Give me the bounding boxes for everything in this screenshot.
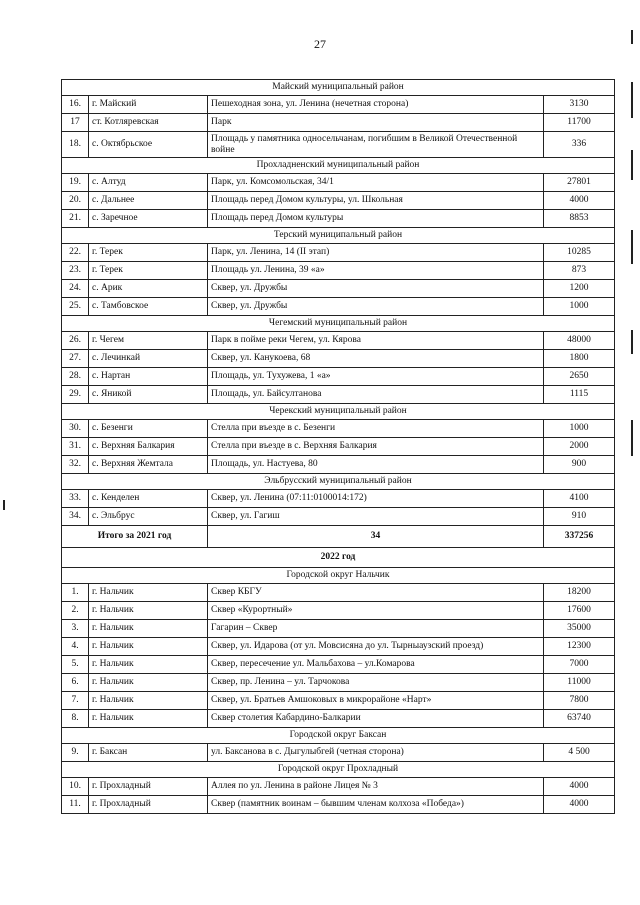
row-number: 27. <box>62 350 89 368</box>
section-title: Эльбрусский муниципальный район <box>62 474 615 490</box>
settlement-cell: г. Нальчик <box>89 656 208 674</box>
area-cell: 10285 <box>544 244 615 262</box>
row-number: 28. <box>62 368 89 386</box>
section-header-row <box>62 80 615 96</box>
settlement-cell: с. Нартан <box>89 368 208 386</box>
area-cell: 1000 <box>544 420 615 438</box>
settlement-cell: с. Алтуд <box>89 174 208 192</box>
section-title: Терский муниципальный район <box>62 228 615 244</box>
object-cell: Сквер КБГУ <box>208 584 544 602</box>
section-header-row <box>62 474 615 490</box>
row-number: 8. <box>62 710 89 728</box>
object-cell: Сквер столетия Кабардино-Балкарии <box>208 710 544 728</box>
table-row <box>62 96 615 114</box>
scan-edge-mark <box>631 330 633 354</box>
total-count: 34 <box>208 526 544 548</box>
area-cell: 11700 <box>544 114 615 132</box>
row-number: 30. <box>62 420 89 438</box>
table-row <box>62 210 615 228</box>
settlement-cell: г. Майский <box>89 96 208 114</box>
settlement-cell: г. Нальчик <box>89 638 208 656</box>
area-cell: 11000 <box>544 674 615 692</box>
row-number: 29. <box>62 386 89 404</box>
area-cell: 2650 <box>544 368 615 386</box>
area-cell: 2000 <box>544 438 615 456</box>
object-cell: Стелла при въезде в с. Верхняя Балкария <box>208 438 544 456</box>
table-row <box>62 438 615 456</box>
area-cell: 4100 <box>544 490 615 508</box>
row-number: 9. <box>62 744 89 762</box>
row-number: 26. <box>62 332 89 350</box>
row-number: 34. <box>62 508 89 526</box>
object-cell: Площадь, ул. Байсултанова <box>208 386 544 404</box>
section-header-row <box>62 316 615 332</box>
settlement-cell: с. Октябрьское <box>89 132 208 158</box>
section-header-row <box>62 228 615 244</box>
table-row <box>62 262 615 280</box>
section-title: Чегемский муниципальный район <box>62 316 615 332</box>
settlement-cell: г. Прохладный <box>89 778 208 796</box>
table-row <box>62 674 615 692</box>
section-header-row <box>62 728 615 744</box>
settlement-cell: с. Яникой <box>89 386 208 404</box>
area-cell: 7000 <box>544 656 615 674</box>
area-cell: 1200 <box>544 280 615 298</box>
table-row <box>62 508 615 526</box>
object-cell: Площадь, ул. Тухужева, 1 «а» <box>208 368 544 386</box>
row-number: 32. <box>62 456 89 474</box>
scan-edge-mark <box>631 82 633 118</box>
object-cell: Сквер (памятник воинам – бывшим членам колхоза «Победа») <box>208 796 544 814</box>
object-cell: Сквер, ул. Дружбы <box>208 298 544 316</box>
page-number: 27 <box>314 37 326 51</box>
section-title: Черекский муниципальный район <box>62 404 615 420</box>
row-number: 23. <box>62 262 89 280</box>
area-cell: 1800 <box>544 350 615 368</box>
settlement-cell: г. Терек <box>89 262 208 280</box>
area-cell: 900 <box>544 456 615 474</box>
settlement-cell: ст. Котляревская <box>89 114 208 132</box>
table-row <box>62 456 615 474</box>
area-cell: 17600 <box>544 602 615 620</box>
scan-edge-mark <box>631 230 633 264</box>
area-cell: 18200 <box>544 584 615 602</box>
area-cell: 1000 <box>544 298 615 316</box>
table-row <box>62 796 615 814</box>
table-row <box>62 192 615 210</box>
settlement-cell: с. Безенги <box>89 420 208 438</box>
table-row <box>62 584 615 602</box>
area-cell: 4000 <box>544 778 615 796</box>
settlement-cell: с. Тамбовское <box>89 298 208 316</box>
table-row <box>62 132 615 158</box>
object-cell: Сквер, ул. Канукоева, 68 <box>208 350 544 368</box>
scan-edge-mark <box>631 150 633 180</box>
table-row <box>62 298 615 316</box>
table-row <box>62 350 615 368</box>
settlement-cell: г. Нальчик <box>89 710 208 728</box>
section-title: Майский муниципальный район <box>62 80 615 96</box>
object-cell: Сквер «Курортный» <box>208 602 544 620</box>
scan-edge-mark <box>631 420 633 456</box>
settlement-cell: г. Нальчик <box>89 674 208 692</box>
table-row <box>62 602 615 620</box>
object-cell: Сквер, пр. Ленина – ул. Тарчокова <box>208 674 544 692</box>
table-row <box>62 692 615 710</box>
table-row <box>62 744 615 762</box>
year-title: 2022 год <box>62 548 615 568</box>
area-cell: 63740 <box>544 710 615 728</box>
row-number: 5. <box>62 656 89 674</box>
object-cell: Площадь у памятника односельчанам, погибшим в Великой Отечественной войне <box>208 132 544 158</box>
total-label: Итого за 2021 год <box>62 526 208 548</box>
area-cell: 12300 <box>544 638 615 656</box>
row-number: 31. <box>62 438 89 456</box>
object-cell: Сквер, ул. Идарова (от ул. Мовсисяна до ул. Тырныаузский проезд) <box>208 638 544 656</box>
row-number: 20. <box>62 192 89 210</box>
settlement-cell: г. Нальчик <box>89 584 208 602</box>
table-row <box>62 638 615 656</box>
object-cell: Парк в пойме реки Чегем, ул. Кярова <box>208 332 544 350</box>
area-cell: 48000 <box>544 332 615 350</box>
object-cell: Гагарин – Сквер <box>208 620 544 638</box>
settlement-cell: г. Нальчик <box>89 620 208 638</box>
object-cell: Сквер, пересечение ул. Мальбахова – ул.Комарова <box>208 656 544 674</box>
area-cell: 910 <box>544 508 615 526</box>
settlement-cell: с. Эльбрус <box>89 508 208 526</box>
scan-edge-mark <box>3 500 5 510</box>
row-number: 2. <box>62 602 89 620</box>
area-cell: 4 500 <box>544 744 615 762</box>
table-row <box>62 656 615 674</box>
table-row <box>62 710 615 728</box>
object-cell: Площадь ул. Ленина, 39 «а» <box>208 262 544 280</box>
settlement-cell: с. Арик <box>89 280 208 298</box>
settlement-cell: с. Кенделен <box>89 490 208 508</box>
settlement-cell: г. Прохладный <box>89 796 208 814</box>
section-title: Городской округ Нальчик <box>62 568 615 584</box>
total-area: 337256 <box>544 526 615 548</box>
settlement-cell: г. Нальчик <box>89 692 208 710</box>
table-row <box>62 620 615 638</box>
object-cell: Аллея по ул. Ленина в районе Лицея № 3 <box>208 778 544 796</box>
object-cell: Парк, ул. Комсомольская, 34/1 <box>208 174 544 192</box>
table-row <box>62 778 615 796</box>
object-cell: Пешеходная зона, ул. Ленина (нечетная сторона) <box>208 96 544 114</box>
area-cell: 35000 <box>544 620 615 638</box>
object-cell: Сквер, ул. Братьев Амшоковых в микрорайоне «Нарт» <box>208 692 544 710</box>
scan-edge-mark <box>631 30 633 44</box>
section-header-row <box>62 404 615 420</box>
total-row <box>62 526 615 548</box>
row-number: 22. <box>62 244 89 262</box>
area-cell: 27801 <box>544 174 615 192</box>
area-cell: 4000 <box>544 796 615 814</box>
section-title: Прохладненский муниципальный район <box>62 158 615 174</box>
objects-table <box>61 79 615 814</box>
settlement-cell: с. Лечинкай <box>89 350 208 368</box>
table-row <box>62 386 615 404</box>
year-header-row <box>62 548 615 568</box>
section-title: Городской округ Прохладный <box>62 762 615 778</box>
section-header-row <box>62 568 615 584</box>
settlement-cell: г. Нальчик <box>89 602 208 620</box>
table-row <box>62 420 615 438</box>
object-cell: Площадь, ул. Настуева, 80 <box>208 456 544 474</box>
object-cell: Сквер, ул. Гагиш <box>208 508 544 526</box>
object-cell: Парк, ул. Ленина, 14 (II этап) <box>208 244 544 262</box>
row-number: 1. <box>62 584 89 602</box>
row-number: 21. <box>62 210 89 228</box>
row-number: 16. <box>62 96 89 114</box>
table-row <box>62 368 615 386</box>
object-cell: Сквер, ул. Ленина (07:11:0100014:172) <box>208 490 544 508</box>
table-row <box>62 114 615 132</box>
row-number: 11. <box>62 796 89 814</box>
area-cell: 336 <box>544 132 615 158</box>
settlement-cell: г. Баксан <box>89 744 208 762</box>
row-number: 24. <box>62 280 89 298</box>
row-number: 17 <box>62 114 89 132</box>
section-header-row <box>62 158 615 174</box>
object-cell: Площадь перед Домом культуры, ул. Школьная <box>208 192 544 210</box>
section-header-row <box>62 762 615 778</box>
settlement-cell: г. Терек <box>89 244 208 262</box>
row-number: 19. <box>62 174 89 192</box>
area-cell: 4000 <box>544 192 615 210</box>
table-row <box>62 174 615 192</box>
row-number: 33. <box>62 490 89 508</box>
area-cell: 1115 <box>544 386 615 404</box>
table-row <box>62 244 615 262</box>
object-cell: Площадь перед Домом культуры <box>208 210 544 228</box>
settlement-cell: г. Чегем <box>89 332 208 350</box>
row-number: 25. <box>62 298 89 316</box>
table-row <box>62 332 615 350</box>
settlement-cell: с. Верхняя Жемтала <box>89 456 208 474</box>
row-number: 4. <box>62 638 89 656</box>
row-number: 10. <box>62 778 89 796</box>
settlement-cell: с. Заречное <box>89 210 208 228</box>
area-cell: 7800 <box>544 692 615 710</box>
object-cell: Сквер, ул. Дружбы <box>208 280 544 298</box>
settlement-cell: с. Верхняя Балкария <box>89 438 208 456</box>
area-cell: 8853 <box>544 210 615 228</box>
area-cell: 3130 <box>544 96 615 114</box>
row-number: 18. <box>62 132 89 158</box>
section-title: Городской округ Баксан <box>62 728 615 744</box>
row-number: 3. <box>62 620 89 638</box>
table-row <box>62 490 615 508</box>
area-cell: 873 <box>544 262 615 280</box>
row-number: 6. <box>62 674 89 692</box>
settlement-cell: с. Дальнее <box>89 192 208 210</box>
row-number: 7. <box>62 692 89 710</box>
object-cell: Стелла при въезде в с. Безенги <box>208 420 544 438</box>
table-row <box>62 280 615 298</box>
object-cell: ул. Баксанова в с. Дыгулыбгей (четная сторона) <box>208 744 544 762</box>
object-cell: Парк <box>208 114 544 132</box>
